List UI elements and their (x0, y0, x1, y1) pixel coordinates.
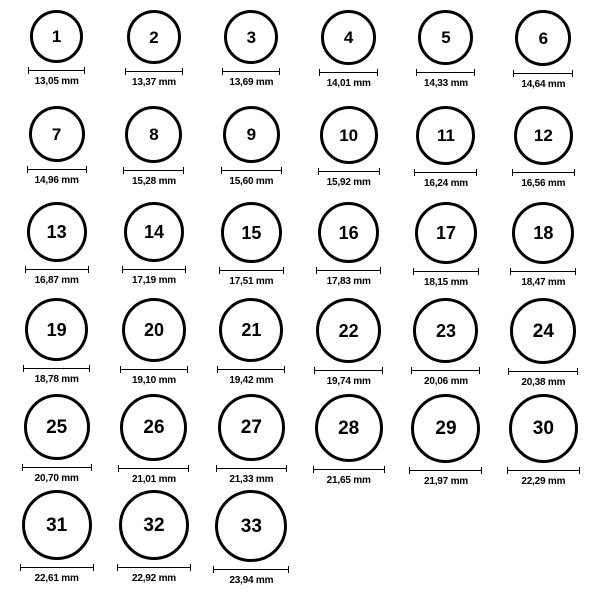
dimension-line (313, 469, 385, 470)
dimension-bar (28, 67, 85, 74)
dimension-label: 20,38 mm (521, 377, 566, 388)
dimension-bar (222, 68, 280, 75)
dimension-tick (286, 465, 287, 472)
ring-size-number: 25 (46, 416, 68, 438)
dimension-annotation (409, 467, 482, 487)
ring-size-cell[interactable] (8, 106, 105, 202)
dimension-bar (319, 69, 378, 76)
dimension-label: 14,01 mm (326, 78, 371, 89)
dimension-annotation (125, 68, 183, 88)
ring-circle (223, 106, 280, 163)
ring-size-cell[interactable] (397, 202, 494, 298)
dimension-bar (23, 365, 90, 372)
dimension-tick (508, 368, 509, 375)
ring-circle (320, 106, 378, 164)
dimension-bar (512, 169, 575, 176)
dimension-bar (413, 268, 479, 275)
dimension-tick (125, 68, 126, 75)
dimension-line (117, 567, 191, 568)
ring-size-cell[interactable] (8, 490, 105, 586)
dimension-label: 15,28 mm (131, 176, 176, 187)
ring-circle (119, 490, 189, 560)
dimension-annotation (512, 169, 575, 189)
ring-circle (318, 202, 379, 263)
dimension-tick (217, 366, 218, 373)
dimension-line (416, 72, 475, 73)
ring-size-cell[interactable] (300, 106, 397, 202)
dimension-annotation (508, 368, 578, 388)
dimension-line (221, 170, 282, 171)
dimension-tick (188, 465, 189, 472)
ring-circle (25, 298, 88, 361)
ring-size-number: 7 (51, 124, 62, 144)
ring-circle (24, 394, 90, 460)
dimension-tick (182, 68, 183, 75)
dimension-tick (314, 367, 315, 374)
dimension-line (125, 71, 183, 72)
dimension-line (20, 567, 94, 568)
ring-size-number: 27 (240, 417, 262, 438)
ring-size-cell[interactable] (105, 10, 202, 106)
ring-circle (415, 202, 477, 264)
dimension-annotation (416, 69, 475, 89)
dimension-annotation (120, 366, 188, 386)
dimension-label: 15,60 mm (229, 176, 274, 187)
ring-size-cell[interactable] (397, 10, 494, 106)
dimension-tick (510, 268, 511, 275)
ring-size-cell[interactable] (105, 202, 202, 298)
dimension-bar (313, 466, 385, 473)
ring-size-cell[interactable] (105, 298, 202, 394)
dimension-label: 17,51 mm (229, 276, 274, 287)
dimension-line (222, 71, 280, 72)
dimension-bar (125, 68, 183, 75)
ring-circle (224, 10, 278, 64)
dimension-bar (22, 464, 92, 471)
ring-size-cell[interactable] (495, 106, 592, 202)
dimension-tick (316, 267, 317, 274)
dimension-tick (22, 464, 23, 471)
dimension-line (409, 470, 482, 471)
dimension-tick (379, 168, 380, 175)
ring-size-number: 28 (338, 417, 360, 439)
dimension-label: 21,97 mm (423, 476, 468, 487)
dimension-tick (221, 167, 222, 174)
ring-circle (124, 202, 184, 262)
ring-size-cell[interactable] (300, 298, 397, 394)
dimension-annotation (27, 166, 87, 186)
dimension-label: 13,37 mm (131, 77, 176, 88)
dimension-bar (219, 267, 284, 274)
dimension-line (513, 73, 573, 74)
ring-size-cell[interactable] (397, 394, 494, 490)
ring-circle (413, 298, 478, 363)
dimension-tick (216, 465, 217, 472)
dimension-bar (508, 368, 578, 375)
dimension-label: 20,06 mm (423, 376, 468, 387)
ring-size-number: 11 (436, 126, 455, 145)
dimension-tick (579, 467, 580, 474)
dimension-tick (411, 367, 412, 374)
dimension-tick (288, 566, 289, 573)
dimension-bar (27, 166, 87, 173)
dimension-annotation (316, 267, 381, 287)
ring-size-cell[interactable] (495, 394, 592, 490)
dimension-tick (91, 464, 92, 471)
dimension-line (25, 269, 89, 270)
ring-size-number: 19 (46, 319, 67, 340)
dimension-bar (314, 367, 383, 374)
dimension-annotation (221, 167, 282, 187)
dimension-line (316, 270, 381, 271)
dimension-bar (217, 366, 285, 373)
dimension-label: 14,33 mm (423, 78, 468, 89)
ring-size-number: 23 (435, 320, 456, 341)
ring-size-cell[interactable] (8, 394, 105, 490)
ring-circle (316, 298, 381, 363)
ring-circle (29, 106, 85, 162)
dimension-annotation (117, 564, 191, 584)
dimension-line (411, 370, 480, 371)
ring-size-cell[interactable] (495, 202, 592, 298)
dimension-tick (413, 268, 414, 275)
ring-size-number: 1 (51, 27, 62, 46)
dimension-label: 16,24 mm (423, 178, 468, 189)
dimension-label: 21,01 mm (131, 474, 176, 485)
dimension-annotation (507, 467, 580, 487)
dimension-label: 13,05 mm (34, 76, 79, 87)
ring-size-number: 9 (246, 125, 257, 144)
dimension-line (318, 171, 380, 172)
dimension-line (508, 371, 578, 372)
dimension-tick (120, 366, 121, 373)
dimension-annotation (319, 69, 378, 89)
dimension-bar (316, 267, 381, 274)
ring-circle (120, 394, 187, 461)
dimension-label: 18,47 mm (521, 277, 566, 288)
dimension-tick (474, 69, 475, 76)
dimension-bar (510, 268, 576, 275)
dimension-tick (20, 564, 21, 571)
dimension-bar (411, 367, 480, 374)
dimension-label: 20,70 mm (34, 473, 79, 484)
dimension-label: 23,94 mm (229, 575, 274, 586)
ring-circle (27, 202, 87, 262)
dimension-annotation (513, 70, 573, 90)
ring-size-cell[interactable] (8, 10, 105, 106)
ring-size-cell[interactable] (495, 298, 592, 394)
dimension-bar (409, 467, 482, 474)
dimension-annotation (414, 169, 477, 189)
dimension-tick (118, 465, 119, 472)
dimension-tick (183, 167, 184, 174)
dimension-bar (123, 167, 184, 174)
ring-size-cell[interactable] (495, 10, 592, 106)
dimension-label: 13,69 mm (229, 77, 274, 88)
ring-circle (215, 490, 287, 562)
dimension-tick (25, 266, 26, 273)
dimension-tick (23, 365, 24, 372)
dimension-annotation (318, 168, 380, 188)
dimension-label: 14,96 mm (34, 175, 79, 186)
dimension-line (213, 569, 289, 570)
ring-size-cell[interactable] (203, 202, 300, 298)
ring-size-number: 8 (149, 125, 159, 144)
dimension-label: 19,74 mm (326, 376, 371, 387)
dimension-annotation (25, 266, 89, 286)
ring-size-number: 22 (338, 320, 359, 341)
dimension-tick (382, 367, 383, 374)
ring-size-number: 5 (441, 28, 451, 47)
ring-size-cell[interactable] (300, 10, 397, 106)
dimension-annotation (413, 268, 479, 288)
ring-size-number: 15 (241, 222, 262, 243)
dimension-tick (512, 169, 513, 176)
dimension-label: 18,15 mm (423, 277, 468, 288)
dimension-label: 16,56 mm (521, 178, 566, 189)
dimension-tick (409, 467, 410, 474)
dimension-tick (283, 267, 284, 274)
dimension-annotation (217, 366, 285, 386)
dimension-bar (318, 168, 380, 175)
ring-circle (514, 106, 573, 165)
ring-size-number: 32 (143, 514, 165, 536)
dimension-tick (89, 365, 90, 372)
ring-size-cell[interactable] (105, 394, 202, 490)
ring-size-cell[interactable] (300, 394, 397, 490)
dimension-tick (319, 69, 320, 76)
dimension-annotation (510, 268, 576, 288)
dimension-tick (577, 368, 578, 375)
ring-size-cell[interactable] (397, 298, 494, 394)
ring-circle (321, 10, 376, 65)
ring-circle (509, 394, 578, 463)
dimension-tick (185, 266, 186, 273)
ring-size-cell[interactable] (105, 490, 202, 586)
ring-size-number: 16 (338, 222, 359, 243)
dimension-tick (384, 466, 385, 473)
ring-size-number: 14 (143, 222, 164, 242)
ring-circle (515, 10, 571, 66)
dimension-annotation (28, 67, 85, 87)
dimension-bar (118, 465, 189, 472)
dimension-tick (318, 168, 319, 175)
dimension-tick (219, 267, 220, 274)
dimension-bar (122, 266, 186, 273)
dimension-tick (123, 167, 124, 174)
dimension-tick (117, 564, 118, 571)
dimension-bar (414, 169, 477, 176)
dimension-line (120, 369, 188, 370)
dimension-line (216, 468, 287, 469)
ring-circle (416, 106, 475, 165)
dimension-line (314, 370, 383, 371)
dimension-tick (476, 169, 477, 176)
dimension-line (27, 169, 87, 170)
dimension-bar (25, 266, 89, 273)
ring-size-number: 33 (240, 515, 262, 537)
ring-size-number: 4 (343, 28, 354, 47)
ring-size-number: 6 (538, 28, 549, 48)
dimension-line (507, 470, 580, 471)
dimension-tick (93, 564, 94, 571)
dimension-label: 15,92 mm (326, 177, 371, 188)
dimension-line (219, 270, 284, 271)
dimension-annotation (216, 465, 287, 485)
dimension-tick (575, 268, 576, 275)
ring-circle (125, 106, 182, 163)
ring-size-number: 29 (435, 418, 457, 439)
ring-size-cell[interactable] (105, 106, 202, 202)
dimension-tick (478, 268, 479, 275)
dimension-tick (88, 266, 89, 273)
dimension-tick (284, 366, 285, 373)
ring-circle (512, 202, 574, 264)
dimension-bar (507, 467, 580, 474)
dimension-line (510, 271, 576, 272)
dimension-tick (414, 169, 415, 176)
dimension-bar (120, 366, 188, 373)
dimension-label: 21,33 mm (229, 474, 274, 485)
dimension-tick (222, 68, 223, 75)
ring-circle (127, 10, 181, 64)
dimension-tick (416, 69, 417, 76)
dimension-line (414, 172, 477, 173)
dimension-line (122, 269, 186, 270)
dimension-tick (507, 467, 508, 474)
dimension-bar (117, 564, 191, 571)
ring-size-grid (8, 10, 592, 586)
ring-size-number: 30 (532, 418, 554, 439)
dimension-label: 16,87 mm (34, 275, 79, 286)
dimension-label: 22,61 mm (34, 573, 79, 584)
ring-size-number: 2 (149, 27, 159, 47)
dimension-label: 14,64 mm (521, 79, 566, 90)
dimension-label: 21,65 mm (326, 475, 371, 486)
dimension-annotation (222, 68, 280, 88)
dimension-bar (221, 167, 282, 174)
ring-size-number: 3 (246, 27, 257, 47)
ring-size-cell[interactable] (203, 490, 300, 586)
dimension-tick (28, 67, 29, 74)
dimension-annotation (213, 566, 289, 586)
dimension-line (123, 170, 184, 171)
ring-circle (510, 298, 576, 364)
ring-size-cell[interactable] (203, 10, 300, 106)
dimension-bar (213, 566, 289, 573)
dimension-line (118, 468, 189, 469)
dimension-tick (380, 267, 381, 274)
dimension-label: 18,78 mm (34, 374, 79, 385)
dimension-label: 19,10 mm (131, 375, 176, 386)
ring-size-number: 17 (435, 223, 456, 243)
ring-size-cell[interactable] (203, 298, 300, 394)
dimension-tick (122, 266, 123, 273)
ring-size-cell[interactable] (8, 298, 105, 394)
dimension-tick (481, 467, 482, 474)
dimension-tick (86, 166, 87, 173)
dimension-bar (513, 70, 573, 77)
ring-size-cell[interactable] (300, 202, 397, 298)
ring-size-number: 13 (46, 222, 67, 242)
dimension-tick (513, 70, 514, 77)
ring-size-number: 31 (46, 514, 68, 536)
dimension-tick (377, 69, 378, 76)
dimension-annotation (122, 266, 186, 286)
dimension-bar (20, 564, 94, 571)
dimension-line (23, 368, 90, 369)
dimension-label: 22,92 mm (131, 573, 176, 584)
ring-size-cell[interactable] (203, 106, 300, 202)
ring-circle (411, 394, 480, 463)
dimension-tick (313, 466, 314, 473)
ring-circle (218, 394, 285, 461)
dimension-label: 17,19 mm (131, 275, 176, 286)
dimension-tick (213, 566, 214, 573)
dimension-annotation (23, 365, 90, 385)
dimension-label: 17,83 mm (326, 276, 371, 287)
dimension-annotation (219, 267, 284, 287)
ring-size-number: 20 (143, 320, 164, 340)
dimension-label: 19,42 mm (229, 375, 274, 386)
dimension-bar (216, 465, 287, 472)
dimension-tick (281, 167, 282, 174)
dimension-annotation (411, 367, 480, 387)
ring-size-cell[interactable] (8, 202, 105, 298)
ring-size-number: 24 (532, 320, 554, 342)
dimension-line (319, 72, 378, 73)
dimension-annotation (22, 464, 92, 484)
ring-circle (219, 298, 283, 362)
dimension-tick (27, 166, 28, 173)
ring-size-cell[interactable] (203, 394, 300, 490)
ring-circle (30, 10, 83, 63)
dimension-line (413, 271, 479, 272)
dimension-tick (187, 366, 188, 373)
dimension-tick (279, 68, 280, 75)
ring-size-number: 12 (533, 126, 553, 145)
dimension-bar (416, 69, 475, 76)
dimension-label: 22,29 mm (521, 476, 566, 487)
dimension-tick (84, 67, 85, 74)
dimension-annotation (118, 465, 189, 485)
dimension-line (512, 172, 575, 173)
ring-size-number: 26 (143, 417, 165, 438)
dimension-tick (574, 169, 575, 176)
dimension-line (22, 467, 92, 468)
ring-circle (418, 10, 473, 65)
dimension-annotation (314, 367, 383, 387)
ring-size-number: 21 (241, 320, 262, 340)
ring-circle (122, 298, 186, 362)
ring-circle (315, 394, 383, 462)
dimension-annotation (123, 167, 184, 187)
dimension-annotation (20, 564, 94, 584)
ring-size-number: 10 (339, 125, 359, 145)
dimension-tick (572, 70, 573, 77)
dimension-annotation (313, 466, 385, 486)
dimension-tick (190, 564, 191, 571)
ring-size-number: 18 (533, 223, 554, 243)
ring-size-cell[interactable] (397, 106, 494, 202)
ring-circle (22, 490, 92, 560)
dimension-line (28, 70, 85, 71)
ring-circle (221, 202, 282, 263)
dimension-tick (479, 367, 480, 374)
dimension-line (217, 369, 285, 370)
